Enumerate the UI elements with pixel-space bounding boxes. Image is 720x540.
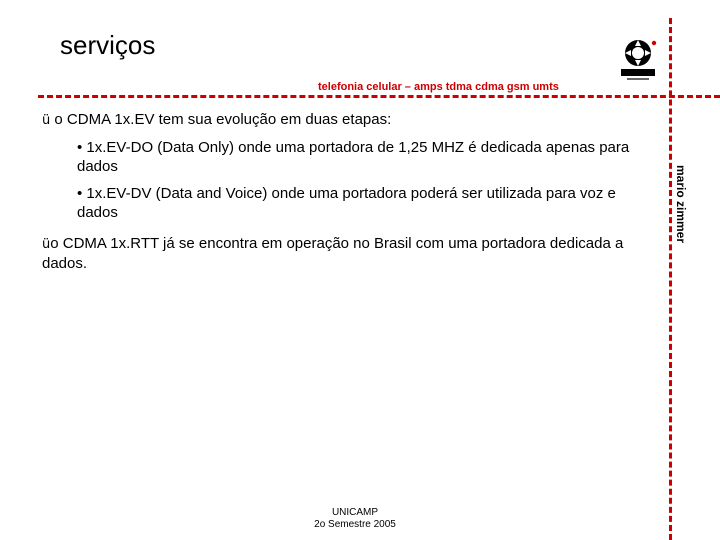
list-item-text: o CDMA 1x.RTT já se encontra em operação no Brasil com uma portadora dedicada a dados. [42,235,624,272]
unicamp-logo-icon [617,36,663,82]
slide-subtitle: telefonia celular – amps tdma cdma gsm umts [318,81,559,93]
sub-list-item: • 1x.EV-DO (Data Only) onde uma portadora de 1,25 MHZ é dedicada apenas para dados [77,139,630,175]
check-icon: ü [42,237,51,252]
footer-semester: 2o Semestre 2005 [314,519,396,530]
footer-institution: UNICAMP [331,507,379,518]
unicamp-logo [617,36,663,82]
author-label: mario zimmer [674,134,688,274]
header-divider [38,95,720,98]
list-item-text: o CDMA 1x.EV tem sua evolução em duas etapas: [54,111,392,128]
list-item [42,110,642,130]
list-item [42,234,654,273]
sub-list-item: • 1x.EV-DV (Data and Voice) onde uma portadora poderá ser utilizada para voz e dados [77,185,616,221]
slide-title: serviços [60,30,156,60]
check-icon: ü [42,113,51,128]
slide-footer [280,507,430,531]
side-divider [669,18,672,540]
